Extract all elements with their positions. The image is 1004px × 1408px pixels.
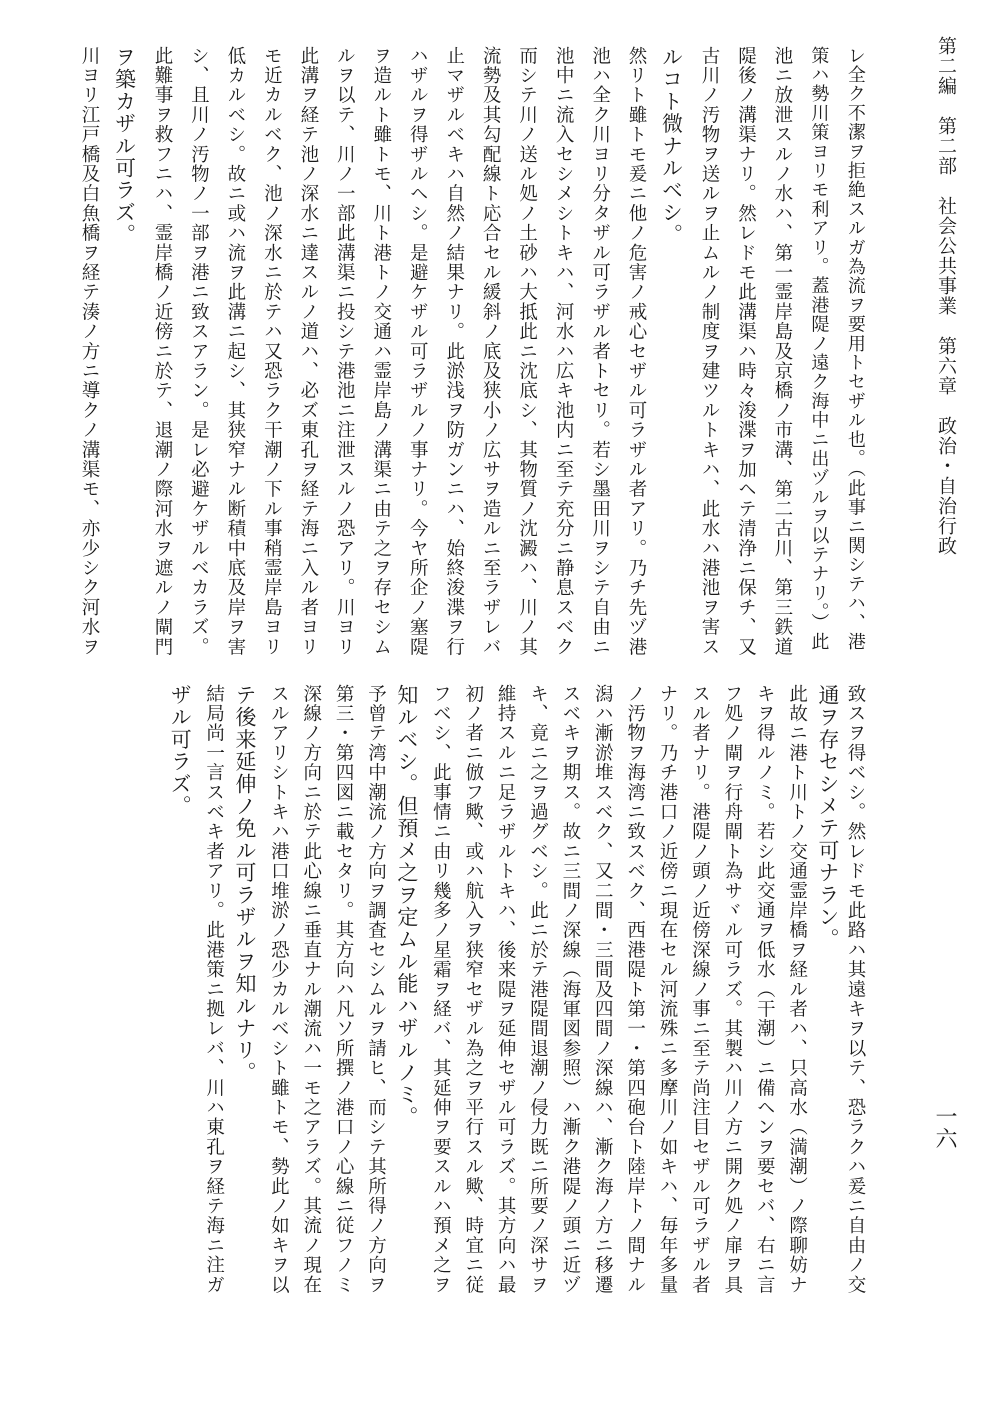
text-column: 川ヨリ江戸橋及白魚橋ヲ経テ湊ノ方ニ導クノ溝渠モ、亦少シク河水ヲ [79, 46, 100, 657]
text-column: フベシ、此事情ニ由リ幾多ノ星霜ヲ経バ、其延伸ヲ要スルハ預メ之ヲ [430, 684, 452, 1295]
text-column: ノ汚物ヲ海湾ニ致スベク、西港隄ト第一・第四砲台ト陸岸トノ間ナル [624, 684, 646, 1295]
text-column: テ後来延伸ノ免ル可ラザルヲ知ルナリ。 [232, 684, 257, 1084]
text-column: ルコト微ナルベシ。 [659, 46, 684, 246]
text-column: ナリ。乃チ港口ノ近傍ニ現在セル河流殊ニ多摩川ノ如キハ、毎年多量 [657, 684, 679, 1295]
text-column: 止マザルベキハ自然ノ結果ナリ。此淤浅ヲ防ガンニハ、始終浚渫ヲ行 [443, 46, 465, 657]
text-column: キヲ得ルノミ。若シ此交通ヲ低水（干潮）ニ備ヘンヲ要セバ、右ニ言 [754, 684, 776, 1295]
text-column: 知ルベシ。但預メ之ヲ定ムル能ハザルノミ。 [394, 684, 419, 1128]
text-column: 流勢及其勾配線ト応合セル緩斜ノ底及狭小ノ広サヲ造ルニ至ラザレバ [480, 46, 502, 657]
text-column: 池ハ全ク川ヨリ分タザル可ラザル者トセリ。若シ墨田川ヲシテ自由ニ [589, 46, 611, 657]
text-column: 維持スルニ足ラザルトキハ、後来隄ヲ延伸セザル可ラズ。其方向ハ最 [495, 684, 517, 1295]
text-column: 潟ハ漸淤堆スベク、又二間・三間及四間ノ深線ハ、漸ク海ノ方ニ移遷 [592, 684, 614, 1295]
running-header: 第二編 第二部 社会公共事業 第六章 政治・自治行政 [935, 36, 957, 556]
text-column: レ全ク不潔ヲ拒絶スルガ為流ヲ要用トセザル也。（此事ニ関シテハ、港 [844, 46, 866, 652]
text-column: キ、竟ニ之ヲ過グベシ。此ニ於テ港隄間退潮ノ侵力既ニ所要ノ深サヲ [527, 684, 549, 1295]
text-column: 結局尚一言スベキ者アリ。此港策ニ拠レバ、川ハ東孔ヲ経テ海ニ注ガ [203, 684, 225, 1295]
upper-text-block [72, 46, 864, 658]
text-column: 古川ノ汚物ヲ送ルヲ止ムルノ制度ヲ建ツルトキハ、此水ハ港池ヲ害ス [698, 46, 720, 657]
text-column: 此溝ヲ経テ池ノ深水ニ達スルノ道ハ、必ズ東孔ヲ経テ海ニ入ル者ヨリ [297, 46, 319, 657]
text-column: 此故ニ港ト川トノ交通霊岸橋ヲ経ル者ハ、只高水（満潮）ノ際聊妨ナ [786, 684, 808, 1295]
text-column: 然リト雖トモ爰ニ他ノ危害ノ戒心セザル可ラザル者アリ。乃チ先ヅ港 [626, 46, 648, 657]
text-column: 予曾テ湾中潮流ノ方向ヲ調査セシムルヲ請ヒ、而シテ其所得ノ方向ヲ [365, 684, 387, 1295]
text-column: 初ノ者ニ倣フ歟、或ハ航入ヲ狭窄セザル為之ヲ平行スル歟、時宜ニ従 [462, 684, 484, 1295]
text-column: ルヲ以テ、川ノ一部此溝渠ニ投シテ港池ニ注泄スルノ恐アリ。川ヨリ [334, 46, 356, 657]
text-column: シ、且川ノ汚物ノ一部ヲ港ニ致スアラン。是レ必避ケザルベカラズ。 [188, 46, 210, 657]
text-column: スルアリシトキハ港口堆淤ノ恐少カルベシト雖トモ、勢此ノ如キヲ以 [268, 684, 290, 1295]
text-column: 致スヲ得ベシ。然レドモ此路ハ其遠キヲ以テ、恐ラクハ爰ニ自由ノ交 [845, 684, 866, 1295]
text-column: 池ニ放泄スルノ水ハ、第一霊岸島及京橋ノ市溝、第二古川、第三鉄道 [771, 46, 793, 657]
text-column: スル者ナリ。港隄ノ頭ノ近傍深線ノ事ニ至テ尚注目セザル可ラザル者 [689, 684, 711, 1295]
text-column: フ処ノ閘ヲ行舟閘ト為サヾル可ラズ。其製ハ川ノ方ニ開ク処ノ扉ヲ具 [721, 684, 743, 1295]
text-column: ザル可ラズ。 [168, 684, 193, 818]
text-column: 低カルベシ。故ニ或ハ流ヲ此溝ニ起シ、其狭窄ナル断積中底及岸ヲ害 [224, 46, 246, 657]
text-column: ヲ築カザル可ラズ。 [112, 46, 137, 246]
text-column: ヲ造ルト雖トモ、川ト港トノ交通ハ霊岸島ノ溝渠ニ由テ之ヲ存セシム [370, 46, 392, 657]
text-column: 第三・第四図ニ載セタリ。其方向ハ凡ソ所撰ノ港口ノ心線ニ従フノミ [333, 684, 355, 1295]
text-column: 而シテ川ノ送ル処ノ土砂ハ大抵此ニ沈底シ、其物質ノ沈澱ハ、川ノ其 [516, 46, 538, 657]
text-column: モ近カルベク、池ノ深水ニ於テハ又恐ラク干潮ノ下ル事稍霊岸島ヨリ [261, 46, 283, 657]
text-column: 深線ノ方向ニ於テ此心線ニ垂直ナル潮流ハ一モ之アラズ。其流ノ現在 [300, 684, 322, 1295]
text-column: 池中ニ流入セシメシトキハ、河水ハ広キ池内ニ至テ充分ニ静息スベク [553, 46, 575, 657]
text-column: スベキヲ期ス。故ニ三間ノ深線（海軍図参照）ハ漸ク港隄ノ頭ニ近ヅ [559, 684, 581, 1295]
page-number: 一六 [932, 1105, 957, 1149]
lower-text-block [72, 684, 864, 1296]
text-column: 通ヲ存セシメテ可ナラン。 [816, 684, 840, 951]
text-column: 此難事ヲ救フニハ、霊岸橋ノ近傍ニ於テ、退潮ノ際河水ヲ遮ルノ閘門 [151, 46, 173, 657]
text-column: 策ハ勢川策ヨリモ利アリ。蓋港隄ノ遠ク海中ニ出ヅルヲ以テナリ。）此 [808, 46, 830, 652]
text-column: 隄後ノ溝渠ナリ。然レドモ此溝渠ハ時々浚渫ヲ加ヘテ清浄ニ保チ、又 [735, 46, 757, 657]
text-column: ハザルヲ得ザルヘシ。是避ケザル可ラザルノ事ナリ。今ヤ所企ノ塞隄 [407, 46, 429, 657]
